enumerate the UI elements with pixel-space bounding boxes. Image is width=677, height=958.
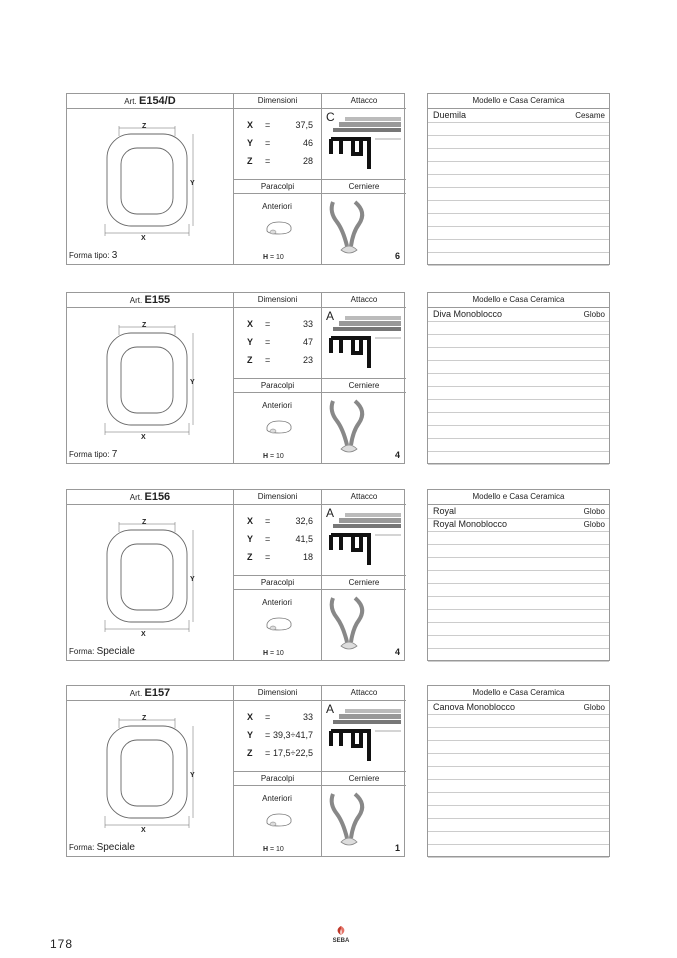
dim-x-value: 32,6 — [295, 516, 313, 526]
dim-z-value: 18 — [302, 552, 313, 562]
dim-y-row: Y = 41,5 — [247, 530, 313, 548]
dim-x-row: X = 33 — [247, 315, 313, 333]
attacco-drawing — [325, 313, 405, 373]
list-item — [428, 399, 609, 413]
list-item — [428, 347, 609, 361]
list-item — [428, 779, 609, 793]
dim-y-value: 47 — [302, 337, 313, 347]
dim-x-value: 33 — [302, 712, 313, 722]
cerniere-header: Cerniere — [322, 575, 406, 590]
model-brand: Globo — [583, 703, 605, 712]
attacco-type: A — [326, 702, 335, 716]
model-name: Royal — [433, 506, 457, 516]
article-code: E155 — [144, 294, 171, 306]
dim-z-row: Z = 23 — [247, 351, 313, 369]
list-item — [428, 438, 609, 452]
logo-text: SEBA — [332, 938, 350, 944]
seat-shape-drawing — [97, 508, 217, 633]
list-item — [428, 174, 609, 188]
list-item — [428, 818, 609, 832]
list-item — [428, 187, 609, 201]
forma-value: 3 — [111, 250, 118, 261]
dim-y-row: Y = 47 — [247, 333, 313, 351]
article-code: E157 — [144, 687, 171, 699]
modello-header: Modello e Casa Ceramica — [428, 94, 609, 109]
attacco-type: C — [326, 110, 335, 124]
dim-x-row: X = 32,6 — [247, 512, 313, 530]
article-header — [67, 94, 233, 109]
dim-y-value: 41,5 — [295, 534, 313, 544]
art-label: Art. — [124, 97, 137, 106]
attacco-drawing — [325, 510, 405, 570]
attacco-drawing — [325, 114, 405, 174]
attacco-header: Attacco — [322, 94, 406, 109]
dim-z-row: Z = 28 — [247, 152, 313, 170]
paracolpi-anteriori: Anteriori — [262, 401, 292, 410]
dim-z-row: Z = 18 — [247, 548, 313, 566]
list-item — [428, 451, 609, 465]
art-label: Art. — [129, 493, 143, 502]
paracolpi-anteriori: Anteriori — [262, 598, 292, 607]
attacco-type: A — [326, 309, 335, 323]
seat-z-label: Z — [142, 519, 147, 526]
seba-logo-icon — [334, 926, 348, 936]
hinge-number: 1 — [394, 843, 400, 853]
list-item — [428, 321, 609, 335]
dim-x-value: 33 — [302, 319, 313, 329]
seat-x-label: X — [141, 631, 146, 638]
list-item — [428, 308, 609, 322]
seat-z-label: Z — [142, 715, 147, 722]
product-block-e154-d — [66, 93, 405, 265]
dim-y-row: Y = 46 — [247, 134, 313, 152]
model-brand: Cesame — [575, 111, 605, 120]
hinge-number: 4 — [394, 450, 400, 460]
dim-x-value: 37,5 — [295, 120, 313, 130]
list-item — [428, 766, 609, 780]
seat-x-label: X — [141, 434, 146, 441]
forma-value: Speciale — [96, 646, 135, 657]
seat-shape-drawing — [97, 311, 217, 436]
seat-x-label: X — [141, 235, 146, 242]
cerniere-header: Cerniere — [322, 771, 406, 786]
dim-z-value: 23 — [302, 355, 313, 365]
list-item — [428, 701, 609, 715]
paracolpi-anteriori: Anteriori — [262, 794, 292, 803]
dim-z-value: 28 — [302, 156, 313, 166]
model-name: Canova Monoblocco — [433, 702, 516, 712]
hinge-number: 6 — [394, 251, 400, 261]
attacco-drawing — [325, 706, 405, 766]
list-item — [428, 135, 609, 149]
product-block-e157 — [66, 685, 405, 857]
model-list-e157 — [427, 685, 610, 857]
h-value: H = 10 — [263, 846, 284, 853]
seat-x-label: X — [141, 827, 146, 834]
h-value: H = 10 — [263, 650, 284, 657]
article-code: E154/D — [138, 95, 176, 107]
model-brand: Globo — [583, 310, 605, 319]
list-item — [428, 648, 609, 662]
dimensioni-header: Dimensioni — [234, 686, 321, 701]
product-block-e155 — [66, 292, 405, 464]
seat-y-label: Y — [190, 772, 195, 779]
list-item — [428, 844, 609, 858]
model-brand: Globo — [583, 520, 605, 529]
dim-x-row: X = 37,5 — [247, 116, 313, 134]
cerniere-drawing — [325, 198, 375, 258]
paracolpi-header: Paracolpi — [234, 179, 321, 194]
seat-z-label: Z — [142, 123, 147, 130]
hinge-number: 4 — [394, 647, 400, 657]
paracolpi-anteriori: Anteriori — [262, 202, 292, 211]
list-item — [428, 609, 609, 623]
list-item — [428, 518, 609, 532]
list-item — [428, 505, 609, 519]
list-item — [428, 753, 609, 767]
modello-header: Modello e Casa Ceramica — [428, 293, 609, 308]
cerniere-header: Cerniere — [322, 378, 406, 393]
list-item — [428, 200, 609, 214]
art-label: Art. — [129, 689, 143, 698]
attacco-header: Attacco — [322, 490, 406, 505]
forma: Forma tipo: 3 — [69, 250, 118, 261]
forma-value: 7 — [111, 449, 118, 460]
model-name: Diva Monoblocco — [433, 309, 503, 319]
list-item — [428, 570, 609, 584]
dim-z-row: Z = 17,5÷22,5 — [247, 744, 313, 762]
cerniere-header: Cerniere — [322, 179, 406, 194]
seat-y-label: Y — [190, 379, 195, 386]
product-block-e156 — [66, 489, 405, 661]
list-item — [428, 334, 609, 348]
dim-y-value: 46 — [302, 138, 313, 148]
attacco-header: Attacco — [322, 686, 406, 701]
list-item — [428, 635, 609, 649]
seat-shape-drawing — [97, 704, 217, 829]
list-item — [428, 531, 609, 545]
paracolpi-drawing — [264, 616, 294, 632]
list-item — [428, 122, 609, 136]
seat-z-label: Z — [142, 322, 147, 329]
dim-y-row: Y = 39,3÷41,7 — [247, 726, 313, 744]
list-item — [428, 161, 609, 175]
list-item — [428, 792, 609, 806]
list-item — [428, 239, 609, 253]
list-item — [428, 386, 609, 400]
list-item — [428, 622, 609, 636]
article-header — [67, 686, 233, 701]
dim-z-value: 17,5÷22,5 — [273, 748, 313, 758]
model-list-e155 — [427, 292, 610, 464]
list-item — [428, 831, 609, 845]
attacco-type: A — [326, 506, 335, 520]
forma: Forma tipo: 7 — [69, 449, 118, 460]
article-code: E156 — [144, 491, 171, 503]
list-item — [428, 252, 609, 266]
forma-value: Speciale — [96, 842, 135, 853]
list-item — [428, 544, 609, 558]
cerniere-drawing — [325, 397, 375, 457]
list-item — [428, 727, 609, 741]
seat-y-label: Y — [190, 180, 195, 187]
model-brand: Globo — [583, 507, 605, 516]
h-value: H = 10 — [263, 254, 284, 261]
paracolpi-header: Paracolpi — [234, 771, 321, 786]
list-item — [428, 714, 609, 728]
h-value: H = 10 — [263, 453, 284, 460]
list-item — [428, 805, 609, 819]
dim-y-value: 39,3÷41,7 — [273, 730, 313, 740]
attacco-header: Attacco — [322, 293, 406, 308]
dim-x-row: X = 33 — [247, 708, 313, 726]
cerniere-drawing — [325, 790, 375, 850]
paracolpi-header: Paracolpi — [234, 378, 321, 393]
list-item — [428, 109, 609, 123]
page-number: 178 — [50, 937, 74, 951]
list-item — [428, 360, 609, 374]
paracolpi-drawing — [264, 220, 294, 236]
list-item — [428, 583, 609, 597]
list-item — [428, 148, 609, 162]
list-item — [428, 373, 609, 387]
modello-header: Modello e Casa Ceramica — [428, 490, 609, 505]
model-list-e156 — [427, 489, 610, 661]
seat-shape-drawing — [97, 112, 217, 237]
list-item — [428, 557, 609, 571]
list-item — [428, 412, 609, 426]
forma: Forma: Speciale — [69, 842, 135, 853]
list-item — [428, 740, 609, 754]
list-item — [428, 213, 609, 227]
list-item — [428, 596, 609, 610]
seba-logo — [328, 926, 354, 944]
paracolpi-header: Paracolpi — [234, 575, 321, 590]
article-header — [67, 293, 233, 308]
paracolpi-drawing — [264, 812, 294, 828]
list-item — [428, 226, 609, 240]
cerniere-drawing — [325, 594, 375, 654]
paracolpi-drawing — [264, 419, 294, 435]
model-name: Duemila — [433, 110, 467, 120]
dimensioni-header: Dimensioni — [234, 490, 321, 505]
model-name: Royal Monoblocco — [433, 519, 508, 529]
art-label: Art. — [129, 296, 143, 305]
list-item — [428, 425, 609, 439]
seat-y-label: Y — [190, 576, 195, 583]
dimensioni-header: Dimensioni — [234, 293, 321, 308]
model-list-e154-d — [427, 93, 610, 265]
dimensioni-header: Dimensioni — [234, 94, 321, 109]
forma: Forma: Speciale — [69, 646, 135, 657]
article-header — [67, 490, 233, 505]
modello-header: Modello e Casa Ceramica — [428, 686, 609, 701]
